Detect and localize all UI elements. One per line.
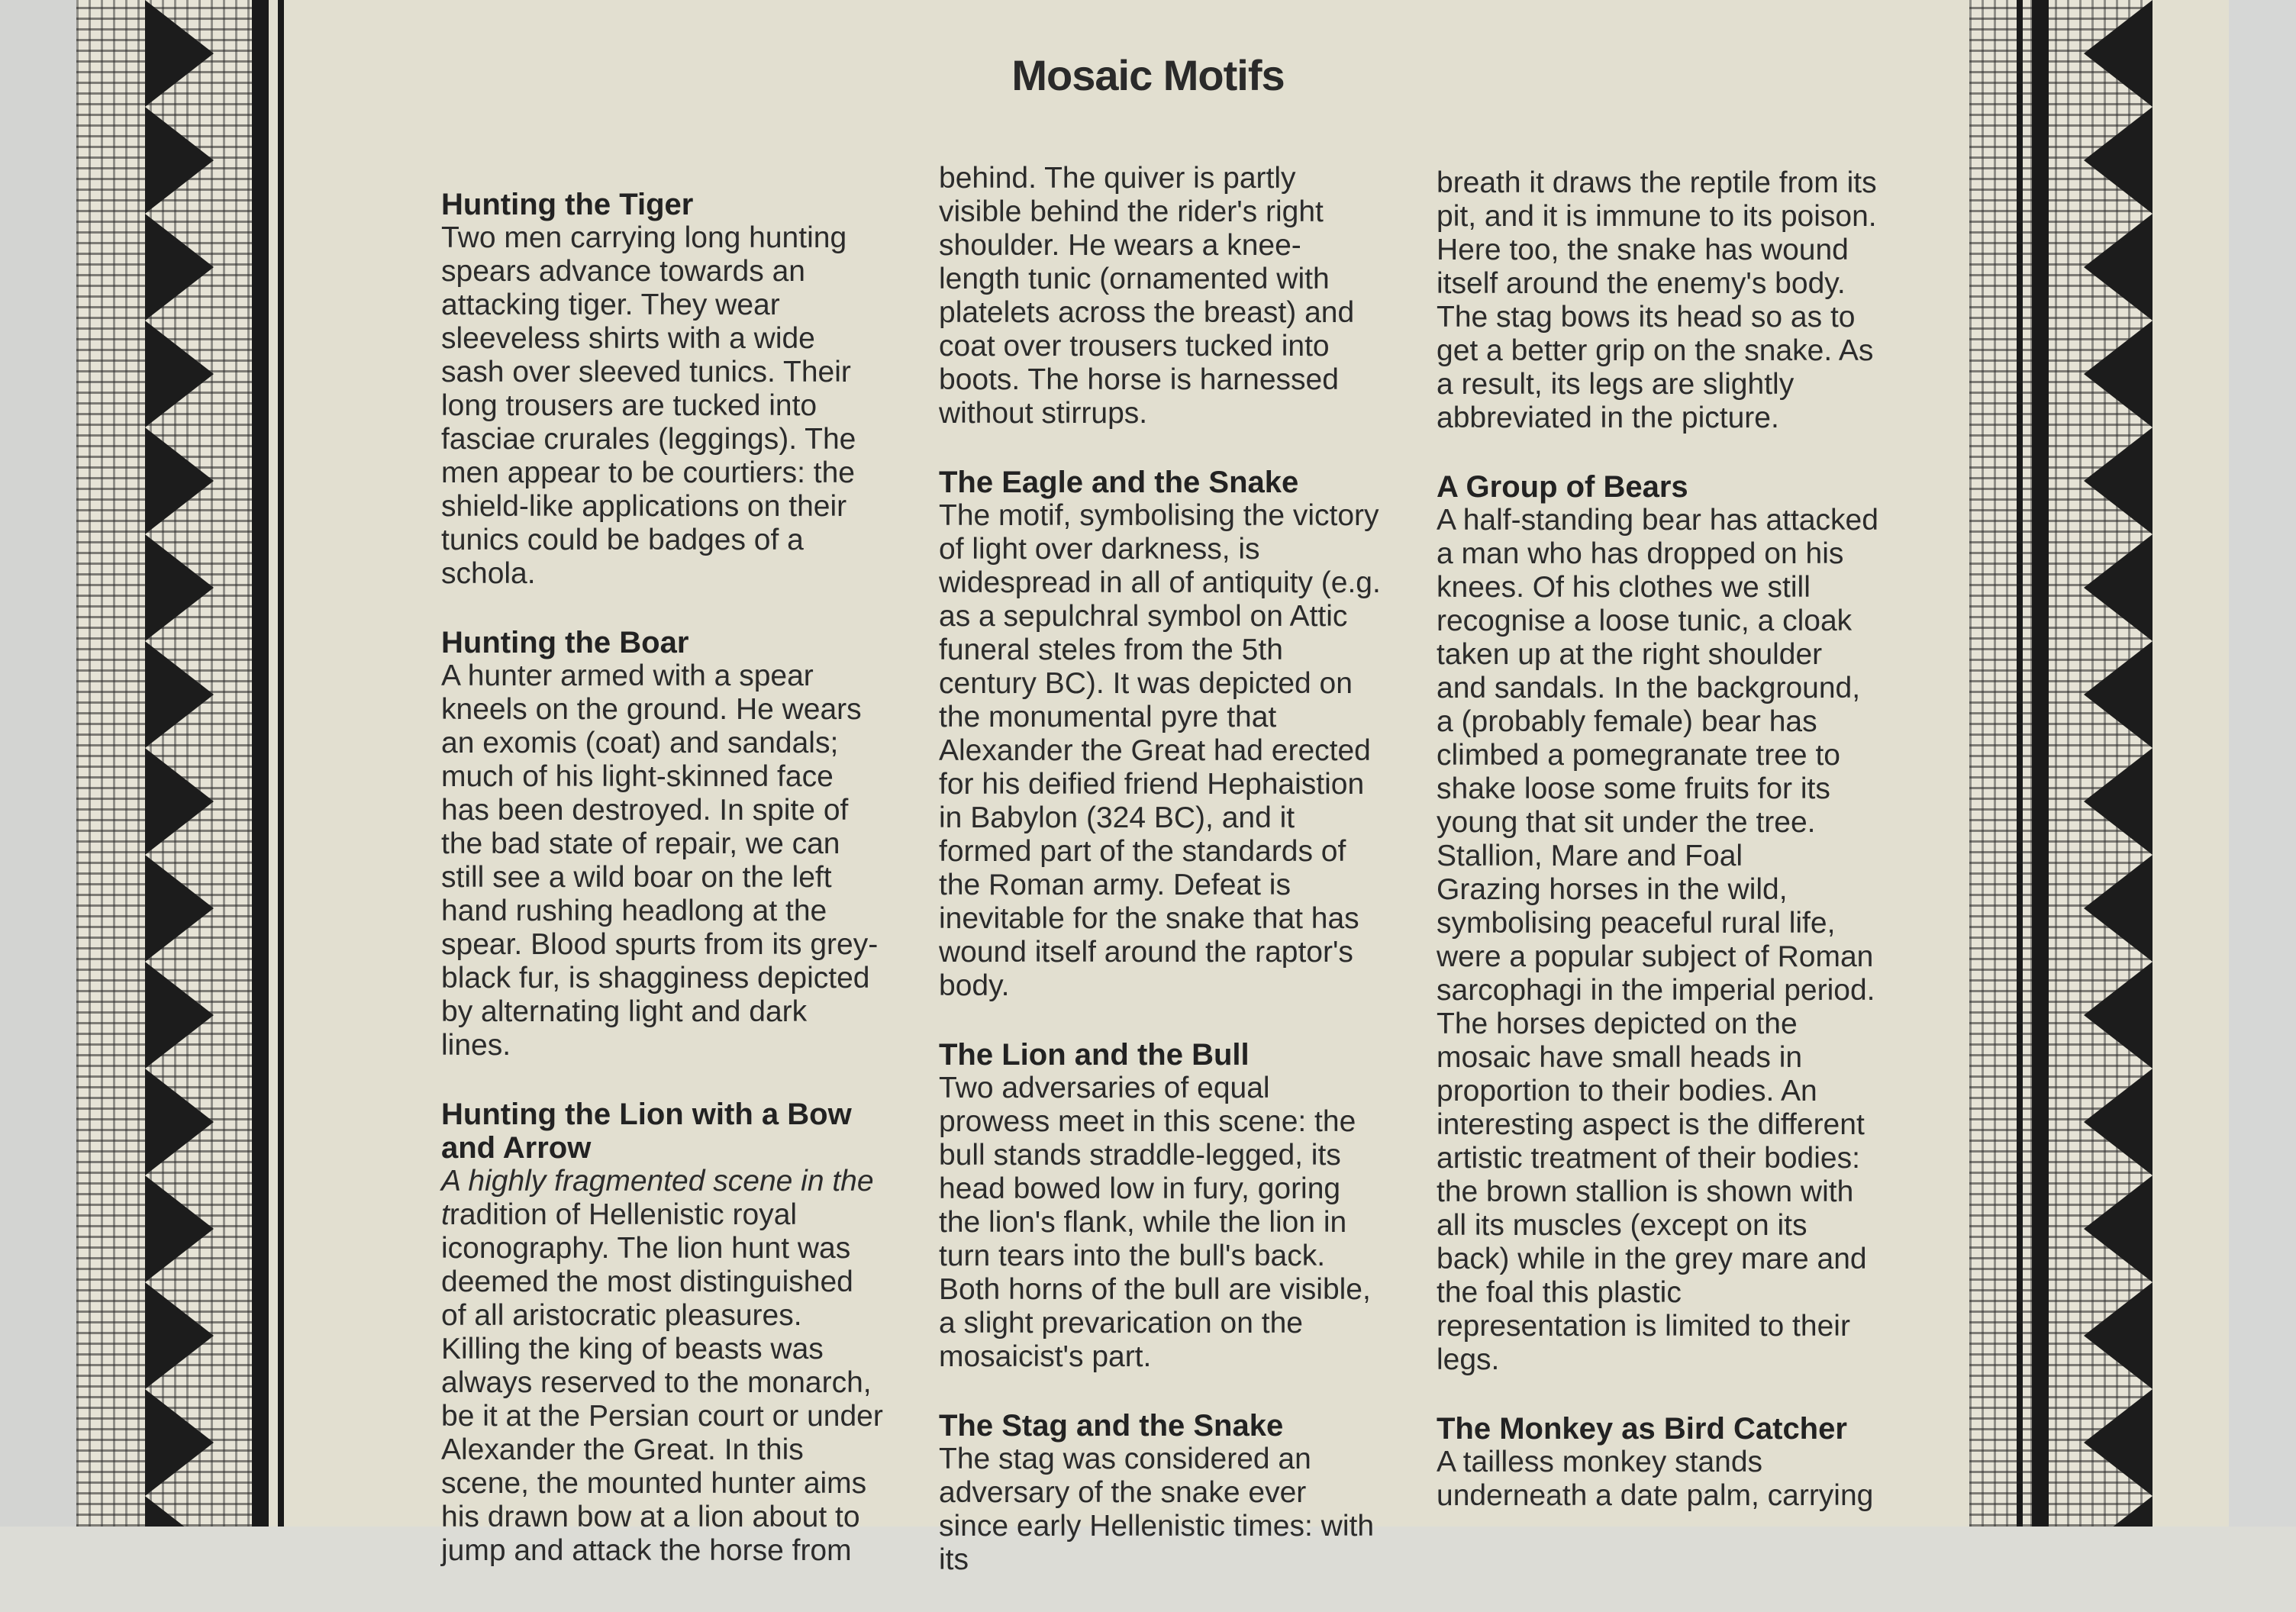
border-line-left: [252, 0, 269, 1527]
section-heading: The Eagle and the Snake: [939, 466, 1299, 499]
section-text: The stag was considered an adversary of the snake ever since early Hellenistic times: with its: [939, 1443, 1375, 1576]
section-continued: [939, 162, 1382, 430]
wall-left: [0, 0, 76, 1527]
text-column-3: [1437, 166, 1879, 1548]
section-continued: [1437, 166, 1879, 435]
text-column-2: [939, 162, 1382, 1612]
section-text: Grazing horses in the wild, symbolising peaceful rural life, were a popular subject of Roman sarcophagi in the imperial period. The horses depicted on the mosaic have small heads in proportion to their bodies. An interesting aspect is the different artistic treatment of their bodies: the brown stallion is shown with all its muscles (except on its back) while in the grey mare and the foal this plastic representation is limited to their legs.: [1437, 873, 1875, 1376]
section-subheading-plain: Stallion, Mare and Foal: [1437, 840, 1743, 872]
section-heading: Hunting the Tiger: [441, 188, 694, 221]
section-heading: The Stag and the Snake: [939, 1409, 1284, 1443]
section-text: Two adversaries of equal prowess meet in this scene: the bull stands straddle-legged, its head bowed low in fury, goring the lion's flank, while the lion in turn tears into the bull's back. Both horns of the bull are visible, a slight prevarication on the mosaicist's part.: [939, 1072, 1371, 1373]
section-heading: A Group of Bears: [1437, 470, 1688, 504]
section-text: radition of Hellenistic royal iconography. The lion hunt was deemed the most distinguished of all aristocratic pleasures. Killing the king of beasts was always reserved to the monarch, be it at the Persian court or under Alexander the Great. In this scene, the mounted hunter aims his drawn bow at a lion about to jump and attack the horse from: [441, 1198, 883, 1567]
section-text: A hunter armed with a spear kneels on the ground. He wears an exomis (coat) and sandals; much of his light-skinned face has been destroyed. In spite of the bad state of repair, we can still see a wild boar on the left hand rushing headlong at the spear. Blood spurts from its grey-black fur, is shagginess depicted by alternating light and dark lines.: [441, 659, 879, 1062]
section-text: The motif, symbolising the victory of light over darkness, is widespread in all of antiquity (e.g. as a sepulchral symbol on Attic funeral steles from the 5th century BC). It was depicted on the monumental pyre that Alexander the Great had erected for his deified friend Hephaistion in Babylon (324 BC), and it formed part of the standards of the Roman army. Defeat is inevitable for the snake that has wound itself around the raptor's body.: [939, 499, 1381, 1002]
wall-right: [2229, 0, 2296, 1527]
section-text: behind. The quiver is partly visible behind the rider's right shoulder. He wears a knee-length tunic (ornamented with platelets across the breast) and coat over trousers tucked into boots. The horse is harnessed without stirrups.: [939, 162, 1355, 430]
border-line-right: [2032, 0, 2049, 1527]
zigzag-pattern-left: [145, 0, 237, 1527]
section-heading: The Monkey as Bird Catcher: [1437, 1412, 1847, 1446]
section-text: breath it draws the reptile from its pit, and it is immune to its poison. Here too, the snake has wound itself around the enemy's body. The stag bows its head so as to get a better grip on the snake. As a result, its legs are slightly abbreviated in the picture.: [1437, 166, 1877, 434]
section-heading: Hunting the Boar: [441, 626, 689, 659]
sign-title: Mosaic Motifs: [1011, 51, 1285, 99]
section-text: A tailless monkey stands underneath a date palm, carrying: [1437, 1446, 1874, 1512]
section-heading: The Lion and the Bull: [939, 1038, 1250, 1072]
section-text: A half-standing bear has attacked a man who has dropped on his knees. Of his clothes we still recognise a loose tunic, a cloak taken up at the right shoulder and sandals. In the background, a (probably female) bear has climbed a pomegranate tree to shake loose some fruits for its young that sit under the tree.: [1437, 504, 1878, 839]
section-italic-text: A highly fragmented scene in the t: [441, 1165, 874, 1231]
section-heading: Hunting the Lion with a Bow and Arrow: [441, 1098, 852, 1165]
border-line-right-thin: [2017, 0, 2023, 1527]
border-line-left-thin: [278, 0, 284, 1527]
text-column-1: [441, 153, 884, 1603]
section-text: Two men carrying long hunting spears advance towards an attacking tiger. They wear sleeveless shirts with a wide sash over sleeved tunics. Their long trousers are tucked into fasciae crurales (leggings). The men appear to be courtiers: the shield-like applications on their tunics could be badges of a schola.: [441, 221, 856, 590]
zigzag-pattern-right: [2061, 0, 2152, 1527]
